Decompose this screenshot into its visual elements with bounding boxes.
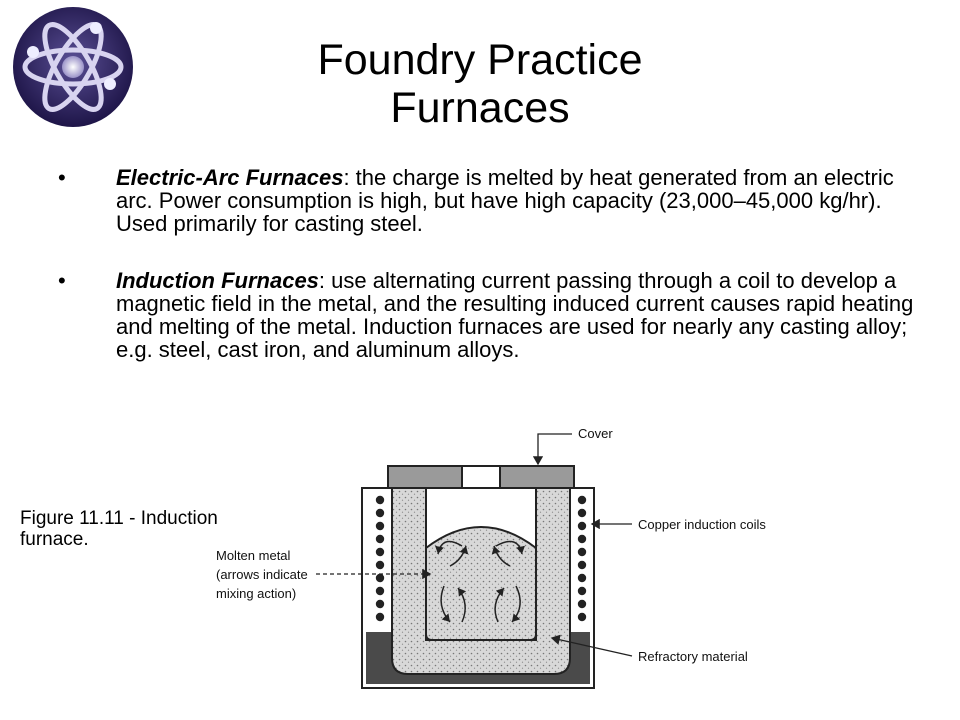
- bullet-marker: •: [58, 268, 66, 293]
- bullet-list: [58, 166, 918, 361]
- bullet-marker: •: [58, 165, 66, 190]
- label-molten-metal-1: Molten metal: [216, 548, 291, 563]
- label-copper-coils: Copper induction coils: [638, 517, 766, 532]
- label-cover: Cover: [578, 426, 613, 441]
- label-refractory: Refractory material: [638, 649, 748, 664]
- furnace-cover-right: [500, 466, 574, 488]
- bullet-electric-arc: [58, 166, 918, 235]
- bullet-term: Induction Furnaces: [116, 268, 319, 293]
- slide-title: [0, 36, 960, 132]
- cover-leader: [538, 434, 572, 464]
- label-molten-metal-3: mixing action): [216, 586, 297, 601]
- title-line-1: Foundry Practice: [317, 36, 643, 84]
- figure-caption: Figure 11.11 - Induction furnace.: [20, 508, 218, 550]
- bullet-term: Electric-Arc Furnaces: [116, 165, 344, 190]
- bullet-text: : use alternating current passing through a coil to develop a magnetic field in the metal, and the resulting induced current causes rapid heating and melting of the metal. Induction furnaces are used for nearly any casting alloy; e.g. steel, cast iron, and aluminum alloys.: [116, 268, 914, 362]
- title-line-2: Furnaces: [390, 84, 570, 132]
- induction-furnace-diagram: [200, 418, 840, 718]
- bullet-text: : the charge is melted by heat generated from an electric arc. Power consumption is high, but have high capacity (23,000–45,000 kg/hr). Used primarily for casting steel.: [116, 165, 894, 236]
- furnace-cover-left: [388, 466, 462, 488]
- label-molten-metal-2: (arrows indicate: [216, 567, 308, 582]
- bullet-induction: [58, 269, 918, 361]
